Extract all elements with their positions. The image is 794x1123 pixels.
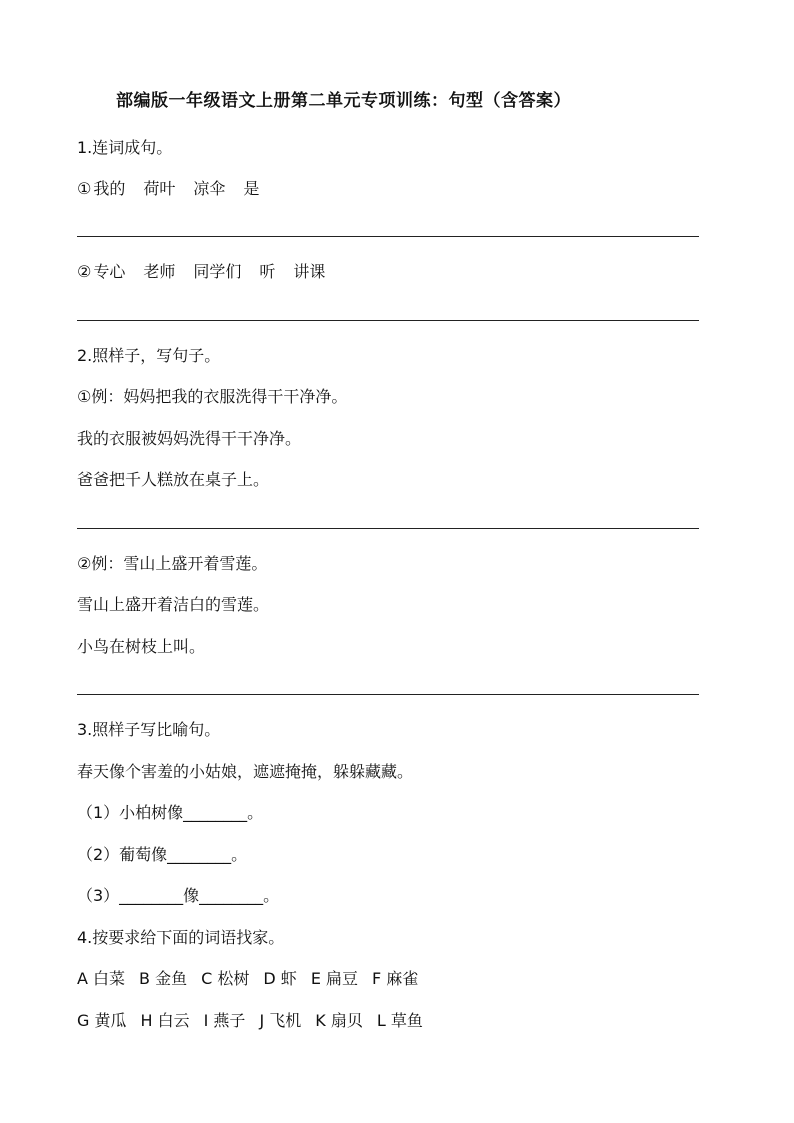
q4-row2 bbox=[77, 1011, 437, 1031]
q4-option: L 草鱼 bbox=[376, 1011, 423, 1030]
q1-item1-word: 我的 bbox=[93, 179, 126, 198]
q1-item2-word: 听 bbox=[259, 262, 276, 281]
q4-option: G 黄瓜 bbox=[77, 1011, 127, 1030]
q2-ex1-result: 我的衣服被妈妈洗得干干净净。 bbox=[77, 429, 302, 448]
q1-item2-word: 老师 bbox=[143, 262, 176, 281]
q4-option: D 虾 bbox=[263, 969, 297, 988]
q1-item1-num: ① bbox=[77, 179, 92, 198]
q4-option: I 燕子 bbox=[203, 1011, 246, 1030]
q4-option: B 金鱼 bbox=[139, 969, 188, 988]
q2-heading: 2.照样子，写句子。 bbox=[77, 346, 221, 365]
page-title: 部编版一年级语文上册第二单元专项训练：句型（含答案） bbox=[116, 91, 571, 111]
q4-option: F 麻雀 bbox=[372, 969, 419, 988]
q4-row1 bbox=[77, 969, 432, 989]
answer-line[interactable] bbox=[77, 528, 699, 529]
q1-item2 bbox=[77, 262, 343, 282]
q4-option: J 飞机 bbox=[259, 1011, 302, 1030]
q3-item[interactable]: （1）小柏树像________。 bbox=[77, 803, 264, 822]
q2-ex1-prompt: 爸爸把千人糕放在桌子上。 bbox=[77, 470, 270, 489]
answer-line[interactable] bbox=[77, 320, 699, 321]
q3-example: 春天像个害羞的小姑娘，遮遮掩掩，躲躲藏藏。 bbox=[77, 762, 414, 781]
q4-option: E 扁豆 bbox=[310, 969, 359, 988]
q4-option: K 扇贝 bbox=[315, 1011, 363, 1030]
q3-heading: 3.照样子写比喻句。 bbox=[77, 720, 221, 739]
q3-item[interactable]: （2）葡萄像________。 bbox=[77, 845, 248, 864]
q1-item2-word: 讲课 bbox=[293, 262, 326, 281]
q4-option: A 白菜 bbox=[77, 969, 126, 988]
q2-ex2-result: 雪山上盛开着洁白的雪莲。 bbox=[77, 595, 270, 614]
q1-item1-word: 是 bbox=[243, 179, 260, 198]
q1-heading: 1.连词成句。 bbox=[77, 138, 173, 157]
q4-heading: 4.按要求给下面的词语找家。 bbox=[77, 928, 285, 947]
q3-item[interactable]: （3）________像________。 bbox=[77, 886, 280, 905]
q2-ex2-prompt: 小鸟在树枝上叫。 bbox=[77, 637, 206, 656]
q1-item2-word: 同学们 bbox=[193, 262, 242, 281]
q1-item2-word: 专心 bbox=[93, 262, 126, 281]
q1-item1-word: 凉伞 bbox=[193, 179, 226, 198]
q4-option: H 白云 bbox=[140, 1011, 190, 1030]
q4-option: C 松树 bbox=[201, 969, 250, 988]
q2-ex1-example: ①例：妈妈把我的衣服洗得干干净净。 bbox=[77, 387, 348, 406]
answer-line[interactable] bbox=[77, 236, 699, 237]
q2-ex2-example: ②例：雪山上盛开着雪莲。 bbox=[77, 554, 268, 573]
answer-line[interactable] bbox=[77, 694, 699, 695]
q1-item1 bbox=[77, 179, 277, 199]
q1-item1-word: 荷叶 bbox=[143, 179, 176, 198]
q1-item2-num: ② bbox=[77, 262, 92, 281]
